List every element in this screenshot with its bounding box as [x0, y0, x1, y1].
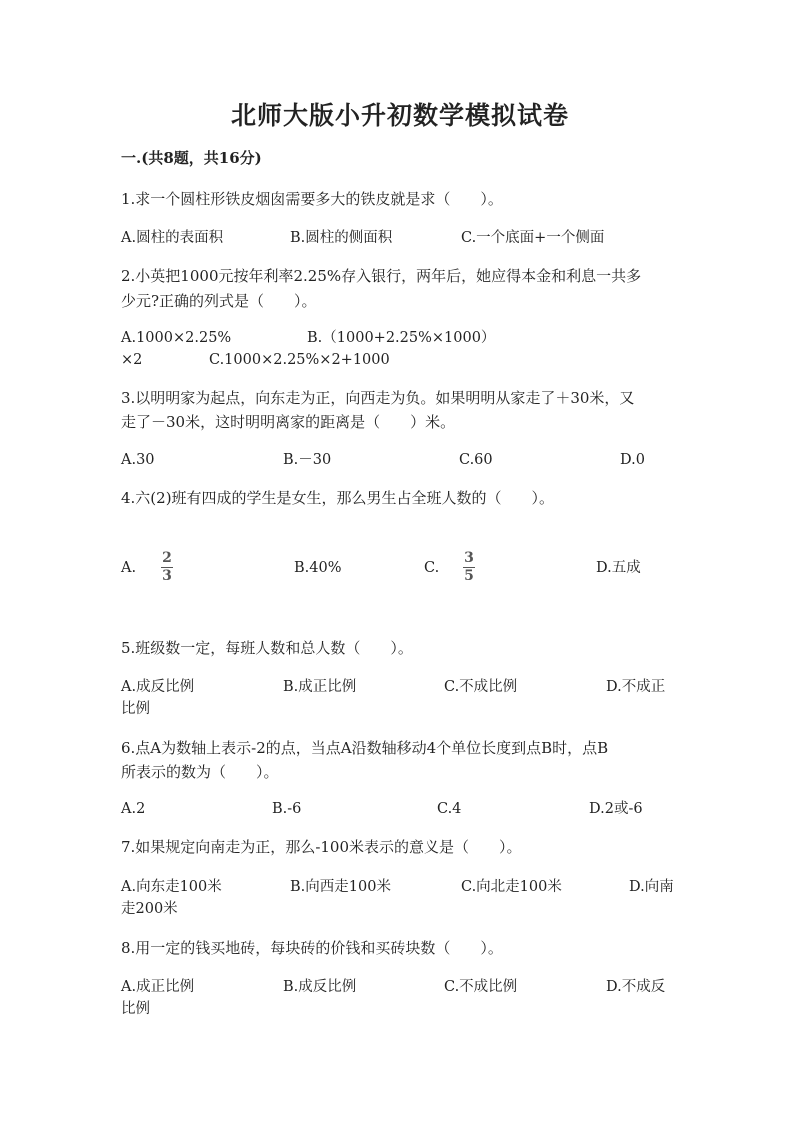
q8-option-c: C.不成比例	[444, 979, 518, 995]
question-2-stem-line1: 2.小英把1000元按年利率2.25%存入银行，两年后，她应得本金和利息一共多	[121, 267, 642, 285]
fraction-denominator: 5	[464, 568, 474, 584]
q5-option-a: A.成反比例	[121, 679, 195, 695]
q3-option-d: D.0	[620, 452, 645, 468]
q4-fraction-a	[161, 551, 173, 584]
question-5-stem: 5.班级数一定，每班人数和总人数（ ）。	[121, 639, 413, 657]
q8-option-a: A.成正比例	[121, 979, 195, 995]
q7-option-b: B.向西走100米	[290, 879, 391, 895]
q4-option-b: B.40%	[294, 560, 342, 576]
q2-option-c: C.1000×2.25%×2+1000	[209, 352, 390, 368]
question-6-stem-line2: 所表示的数为（ ）。	[121, 763, 279, 781]
page-title: 北师大版小升初数学模拟试卷	[230, 101, 569, 130]
q7-option-a: A.向东走100米	[121, 879, 222, 895]
q4-option-d: D.五成	[596, 560, 641, 576]
q1-option-a: A.圆柱的表面积	[121, 230, 224, 246]
q2-option-b-cont: ×2	[121, 352, 143, 368]
q3-option-a: A.30	[121, 452, 155, 468]
question-1-stem: 1.求一个圆柱形铁皮烟囱需要多大的铁皮就是求（ ）。	[121, 190, 503, 208]
fraction-denominator: 3	[162, 568, 172, 584]
q3-option-c: C.60	[459, 452, 493, 468]
q7-option-d: D.向南	[629, 879, 674, 895]
q4-fraction-c	[463, 551, 475, 584]
q7-option-c: C.向北走100米	[461, 879, 562, 895]
question-6-stem-line1: 6.点A为数轴上表示-2的点，当点A沿数轴移动4个单位长度到点B时，点B	[121, 739, 609, 757]
fraction-numerator: 2	[162, 550, 172, 566]
question-4-stem: 4.六(2)班有四成的学生是女生，那么男生占全班人数的（ ）。	[121, 489, 555, 507]
question-3-stem-line2: 走了－30米，这时明明离家的距离是（ ）米。	[121, 413, 456, 431]
q2-option-a: A.1000×2.25%	[121, 330, 232, 346]
q6-option-d: D.2或-6	[589, 801, 643, 817]
q8-option-b: B.成反比例	[283, 979, 357, 995]
section-heading: 一.(共8题，共16分)	[121, 149, 262, 167]
q6-option-c: C.4	[437, 801, 462, 817]
q8-option-d-cont: 比例	[121, 1001, 150, 1017]
q2-option-b: B.（1000+2.25%×1000）	[307, 330, 496, 346]
q4-option-c: C.	[424, 560, 440, 576]
question-7-stem: 7.如果规定向南走为正，那么-100米表示的意义是（ ）。	[121, 838, 522, 856]
q5-option-b: B.成正比例	[283, 679, 357, 695]
q1-option-b: B.圆柱的侧面积	[290, 230, 393, 246]
question-8-stem: 8.用一定的钱买地砖，每块砖的价钱和买砖块数（ ）。	[121, 939, 503, 957]
fraction-numerator: 3	[464, 550, 474, 566]
q7-option-d-cont: 走200米	[121, 901, 178, 917]
question-3-stem-line1: 3.以明明家为起点，向东走为正，向西走为负。如果明明从家走了＋30米，又	[121, 389, 635, 407]
q6-option-b: B.-6	[272, 801, 302, 817]
question-2-stem-line2: 少元?正确的列式是（ ）。	[121, 292, 317, 310]
q8-option-d: D.不成反	[606, 979, 666, 995]
q5-option-d-cont: 比例	[121, 701, 150, 717]
q4-option-a: A.	[121, 560, 137, 576]
q1-option-c: C.一个底面+一个侧面	[461, 230, 605, 246]
q6-option-a: A.2	[121, 801, 146, 817]
q5-option-d: D.不成正	[606, 679, 666, 695]
q5-option-c: C.不成比例	[444, 679, 518, 695]
q3-option-b: B.－30	[283, 452, 332, 468]
